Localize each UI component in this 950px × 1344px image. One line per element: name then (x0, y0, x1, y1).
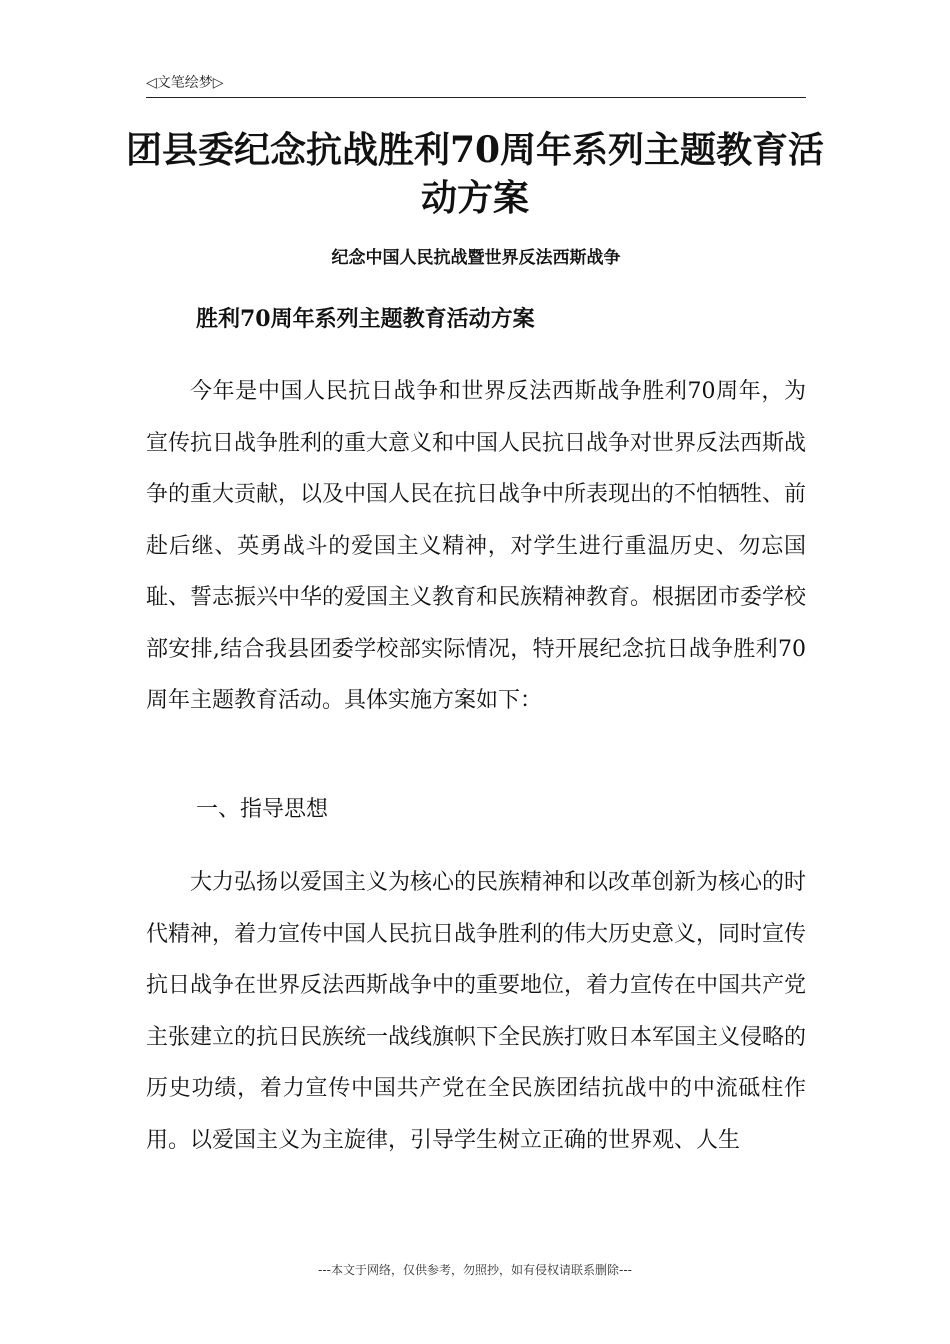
section-heading-guiding-ideology: 一、指导思想 (196, 797, 329, 822)
body-paragraph-guiding-ideology: 大力弘扬以爱国主义为核心的民族精神和以改革创新为核心的时代精神，着力宣传中国人民抗日战争胜利的伟大历史意义，同时宣传抗日战争在世界反法西斯战争中的重要地位，着力宣传在中国共产党主张建立的抗日民族统一战线旗帜下全民族打败日本军国主义侵略的历史功绩，着力宣传中国共产党在全民族团结抗战中的中流砥柱作用。以爱国主义为主旋律，引导学生树立正确的世界观、人生 (146, 870, 807, 1153)
header-mark-text: 文笔绘梦 (156, 75, 213, 91)
left-triangle-icon: ◁ (146, 75, 157, 91)
right-triangle-icon: ▷ (212, 75, 224, 91)
document-title: 团县委纪念抗战胜利70周年系列主题教育活动方案 (125, 129, 825, 219)
header-divider (146, 97, 806, 98)
header-mark (146, 74, 224, 92)
document-subtitle-line-2: 胜利70周年系列主题教育活动方案 (196, 306, 535, 332)
body-paragraph-intro: 今年是中国人民抗日战争和世界反法西斯战争胜利70周年，为宣传抗日战争胜利的重大意义和中国人民抗日战争对世界反法西斯战争的重大贡献，以及中国人民在抗日战争中所表现出的不怕牺牲、前赴后继、英勇战斗的爱国主义精神，对学生进行重温历史、勿忘国耻、誓志振兴中华的爱国主义教育和民族精神教育。根据团市委学校部安排,结合我县团委学校部实际情况，特开展纪念抗日战争胜利70周年主题教育活动。具体实施方案如下： (146, 379, 807, 713)
document-subtitle: 纪念中国人民抗战暨世界反法西斯战争 (331, 248, 621, 268)
footer-disclaimer: ---本文于网络，仅供参考，勿照抄，如有侵权请联系删除--- (318, 1263, 632, 1277)
